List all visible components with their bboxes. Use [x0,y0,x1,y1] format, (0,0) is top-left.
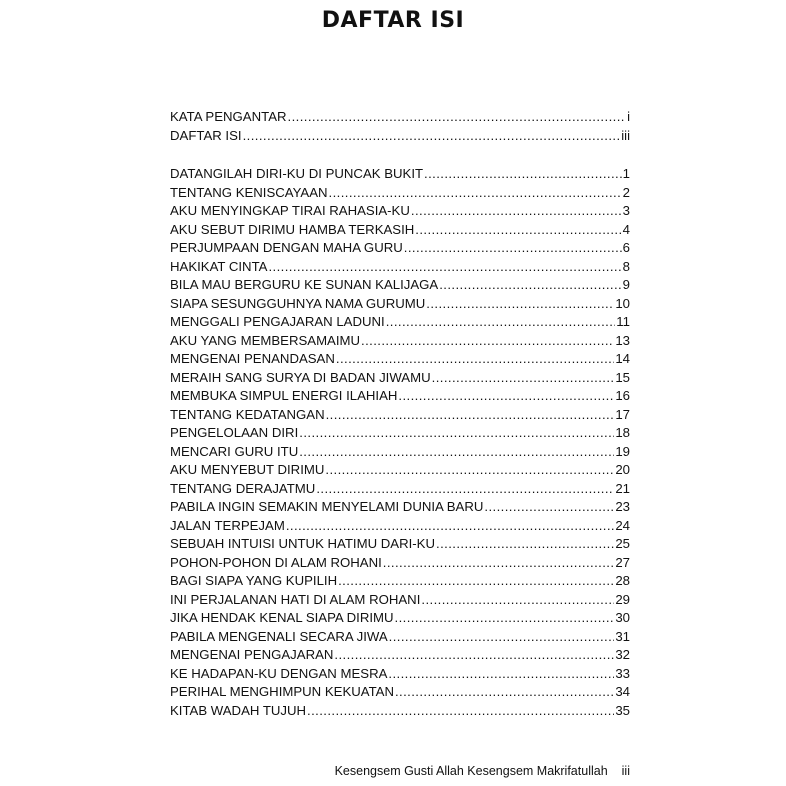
toc-row [170,609,630,628]
toc-entry-title: TENTANG KENISCAYAAN [170,184,328,200]
toc-entry-title: DATANGILAH DIRI-KU DI PUNCAK BUKIT [170,166,424,181]
toc-entry-title: PABILA MENGENALI SECARA JIWA [170,628,388,644]
toc-entry-title: MERAIH SANG SURYA DI BADAN JIWAMU [170,369,431,385]
toc-entry-title: POHON-POHON DI ALAM ROHANI [170,554,382,570]
toc-row [170,184,630,203]
front-matter-list [170,108,630,145]
dot-leader [243,127,621,146]
toc-row [170,387,630,406]
toc-row [170,406,630,425]
dot-leader [439,276,621,295]
toc-entry-title: PABILA INGIN SEMAKIN MENYELAMI DUNIA BARU [170,499,484,514]
toc-entry-title: TENTANG KEDATANGAN [170,406,325,422]
toc-page-number: i [627,109,630,124]
toc-entry-title: KE HADAPAN-KU DENGAN MESRA [170,665,388,681]
dot-leader [299,443,614,462]
toc-row [170,572,630,591]
toc-entry-title: MENGENAI PENANDASAN [170,351,335,366]
toc-row [170,350,630,369]
dot-leader [386,313,616,332]
toc-page-number: iii [621,127,630,143]
running-footer [335,764,630,778]
toc-page-number: 16 [615,388,630,403]
toc-entry-title: TENTANG DERAJATMU [170,480,316,496]
dot-leader [404,239,622,258]
dot-leader [411,202,622,221]
toc-entry-title: KITAB WADAH TUJUH [170,702,307,718]
toc-row [170,591,630,610]
toc-entry-title: AKU MENYINGKAP TIRAI RAHASIA-KU [170,203,410,218]
front-matter-row [170,127,630,146]
toc-page-number: 13 [615,332,630,348]
toc-row [170,165,630,184]
toc-page-number: 2 [622,184,630,200]
toc-entry-title: KATA PENGANTAR [170,109,287,124]
dot-leader [336,350,614,369]
toc-row [170,443,630,462]
dot-leader [286,517,615,536]
toc-entry-title: HAKIKAT CINTA [170,258,268,274]
toc-entry-title: SIAPA SESUNGGUHNYA NAMA GURUMU [170,295,426,311]
toc-row [170,332,630,351]
toc-page-number: 8 [622,258,630,274]
toc-row [170,683,630,702]
toc-page-number: 30 [615,610,630,625]
toc-page-number: 25 [615,536,630,551]
toc-page-number: 4 [622,221,630,237]
dot-leader [334,646,614,665]
toc-entry-title: AKU MENYEBUT DIRIMU [170,462,325,477]
toc-row [170,665,630,684]
dot-leader [268,258,621,277]
toc-entry-title: BILA MAU BERGURU KE SUNAN KALIJAGA [170,277,439,292]
dot-leader [338,572,614,591]
toc-page-number: 6 [622,240,630,255]
toc-row [170,369,630,388]
toc-row [170,480,630,499]
dot-leader [288,108,627,127]
toc-row [170,258,630,277]
toc-page-number: 35 [615,702,630,718]
toc-row [170,295,630,314]
toc-entry-title: PERJUMPAAN DENGAN MAHA GURU [170,240,403,255]
dot-leader [329,184,622,203]
footer-book-title: Kesengsem Gusti Allah Kesengsem Makrifatullah [334,764,608,778]
dot-leader [325,461,614,480]
toc-entry-title: MENCARI GURU ITU [170,443,299,459]
toc-page-number: 28 [615,573,630,588]
dot-leader [395,683,614,702]
toc-entry-title: AKU SEBUT DIRIMU HAMBA TERKASIH [170,221,415,237]
toc-page-number: 9 [622,277,630,292]
dot-leader [424,165,622,184]
toc-row [170,313,630,332]
toc-row [170,498,630,517]
toc-page-number: 34 [615,684,630,699]
dot-leader [307,702,614,721]
toc-row [170,461,630,480]
toc-row [170,646,630,665]
toc-page-number: 23 [615,499,630,514]
dot-leader [316,480,614,499]
toc-entry-title: MENGENAI PENGAJARAN [170,647,334,662]
dot-leader [421,591,614,610]
toc-page-number: 33 [615,665,630,681]
toc-page-number: 27 [615,554,630,570]
dot-leader [436,535,614,554]
dot-leader [484,498,614,517]
toc-page-number: 15 [615,369,630,385]
toc-entry-title: BAGI SIAPA YANG KUPILIH [170,573,338,588]
dot-leader [415,221,621,240]
toc-row [170,276,630,295]
dot-leader [299,424,614,443]
dot-leader [383,554,615,573]
toc-entry-title: JALAN TERPEJAM [170,517,285,533]
toc-page-number: 1 [622,166,630,181]
toc-page-number: 17 [615,406,630,422]
dot-leader [395,609,615,628]
toc-entry-title: MEMBUKA SIMPUL ENERGI ILAHIAH [170,388,398,403]
toc-row [170,221,630,240]
toc-entry-title: JIKA HENDAK KENAL SIAPA DIRIMU [170,610,394,625]
toc-list [170,165,630,720]
toc-row [170,628,630,647]
toc-page-number: 10 [615,295,630,311]
toc-entry-title: PENGELOLAAN DIRI [170,425,299,440]
dot-leader [326,406,615,425]
toc-entry-title: PERIHAL MENGHIMPUN KEKUATAN [170,684,394,699]
toc-row [170,535,630,554]
dot-leader [426,295,614,314]
toc-entry-title: MENGGALI PENGAJARAN LADUNI [170,314,385,329]
toc-page-number: 24 [615,517,630,533]
toc-row [170,239,630,258]
toc-entry-title: AKU YANG MEMBERSAMAIMU [170,332,361,348]
dot-leader [389,628,615,647]
dot-leader [398,387,614,406]
dot-leader [432,369,615,388]
toc-page-number: 18 [615,425,630,440]
front-matter-row [170,108,630,127]
toc-page-number: 3 [622,203,630,218]
toc-entry-title: SEBUAH INTUISI UNTUK HATIMU DARI-KU [170,536,435,551]
toc-row [170,202,630,221]
page-title: DAFTAR ISI [321,8,465,33]
toc-page-number: 21 [615,480,630,496]
toc-page-number: 20 [615,462,630,477]
toc-row [170,554,630,573]
toc-page-number: 19 [615,443,630,459]
toc-entry-title: INI PERJALANAN HATI DI ALAM ROHANI [170,591,421,607]
dot-leader [361,332,614,351]
toc-row [170,424,630,443]
toc-page-number: 29 [615,591,630,607]
toc-page-number: 11 [616,314,630,329]
toc-page-number: 14 [615,351,630,366]
toc-row [170,702,630,721]
footer-page-number: iii [621,764,630,778]
toc-row [170,517,630,536]
toc-page-number: 31 [615,628,630,644]
toc-page-number: 32 [615,647,630,662]
dot-leader [388,665,614,684]
toc-entry-title: DAFTAR ISI [170,127,242,143]
